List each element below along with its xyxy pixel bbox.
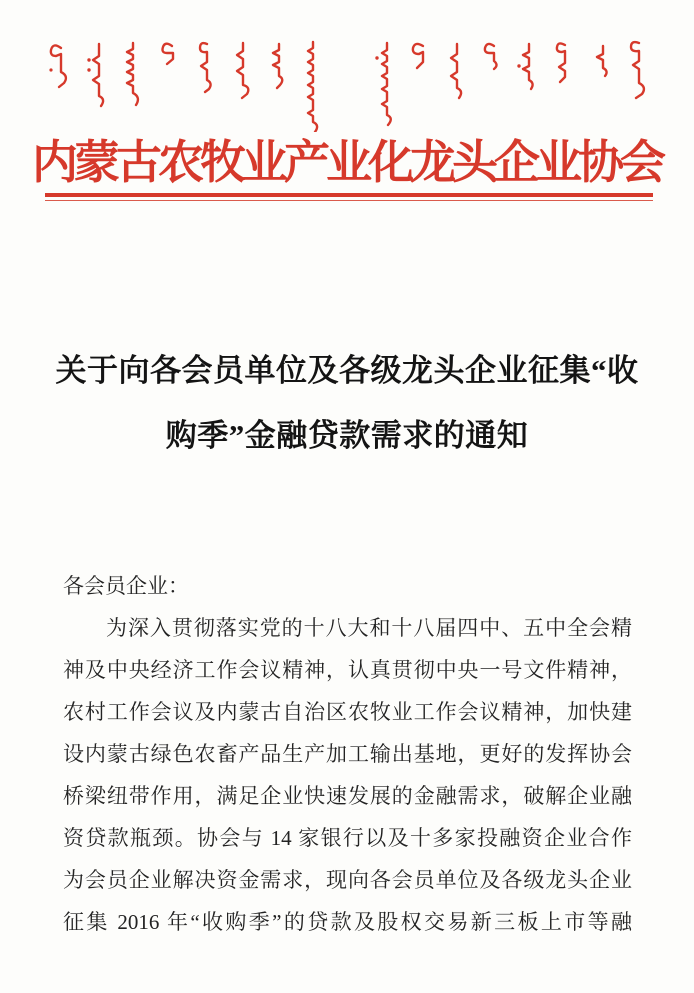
body-line: 为深入贯彻落实党的十八大和十八届四中、五中全会精	[106, 616, 632, 640]
notice-body	[63, 565, 632, 943]
body-line: 资贷款瓶颈。协会与 14 家银行以及十多家投融资企业合作	[63, 826, 632, 850]
notice-title	[0, 338, 694, 468]
body-line: 农村工作会议及内蒙古自治区农牧业工作会议精神，加快建	[63, 700, 632, 724]
letterhead-divider-thick	[45, 193, 653, 197]
body-line: 征集 2016 年“收购季”的贷款及股权交易新三板上市等融	[63, 910, 632, 934]
letterhead-divider-thin	[45, 200, 653, 201]
mongolian-script-glyphs	[47, 40, 647, 132]
mongolian-script-banner-icon	[47, 40, 647, 132]
body-line: 神及中央经济工作会议精神，认真贯彻中央一号文件精神，	[63, 658, 632, 682]
org-name-heading: 内蒙古农牧业产业化龙头企业协会	[32, 137, 662, 188]
salutation: 各会员企业：	[63, 574, 189, 598]
body-line: 为会员企业解决资金需求，现向各会员单位及各级龙头企业	[63, 868, 632, 892]
body-line: 桥梁纽带作用，满足企业快速发展的金融需求，破解企业融	[63, 784, 632, 808]
body-line: 设内蒙古绿色农畜产品生产加工输出基地，更好的发挥协会	[63, 742, 632, 766]
notice-title-line1: 关于向各会员单位及各级龙头企业征集“收	[55, 353, 639, 388]
notice-title-line2: 购季”金融贷款需求的通知	[165, 418, 529, 453]
